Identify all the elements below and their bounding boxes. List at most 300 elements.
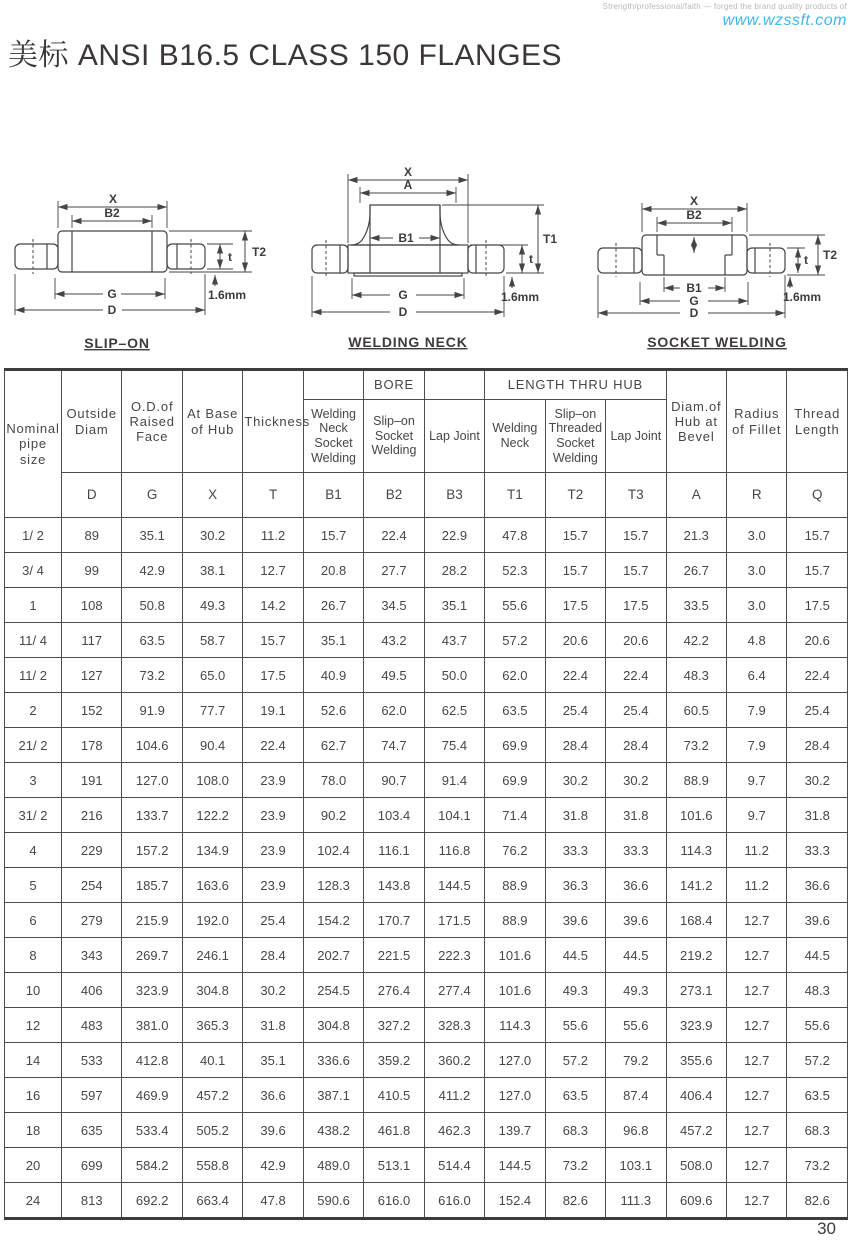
dim-label-raised-face: 1.6mm	[500, 290, 540, 304]
value-cell: 42.2	[666, 623, 726, 658]
value-cell: 327.2	[364, 1008, 424, 1043]
value-cell: 134.9	[182, 833, 242, 868]
value-cell: 9.7	[726, 798, 786, 833]
value-cell: 483	[62, 1008, 122, 1043]
value-cell: 139.7	[485, 1113, 545, 1148]
dim-label-t: t	[804, 253, 808, 267]
value-cell: 304.8	[182, 973, 242, 1008]
value-cell: 117	[62, 623, 122, 658]
value-cell: 47.8	[243, 1183, 303, 1219]
header-outside-diam: Outside Diam	[62, 370, 122, 473]
value-cell: 411.2	[424, 1078, 484, 1113]
value-cell: 47.8	[485, 518, 545, 553]
value-cell: 12.7	[726, 903, 786, 938]
value-cell: 3.0	[726, 553, 786, 588]
value-cell: 22.9	[424, 518, 484, 553]
value-cell: 114.3	[485, 1008, 545, 1043]
value-cell: 15.7	[787, 553, 848, 588]
value-cell: 33.3	[545, 833, 605, 868]
nominal-size-cell: 3/ 4	[5, 553, 62, 588]
value-cell: 20.8	[303, 553, 363, 588]
table-row	[5, 1148, 848, 1183]
value-cell: 82.6	[787, 1183, 848, 1219]
value-cell: 616.0	[364, 1183, 424, 1219]
value-cell: 171.5	[424, 903, 484, 938]
letter-t1: T1	[485, 473, 545, 518]
value-cell: 22.4	[364, 518, 424, 553]
header-bore-welding-neck: Welding Neck Socket Welding	[303, 400, 363, 473]
value-cell: 74.7	[364, 728, 424, 763]
value-cell: 62.0	[364, 693, 424, 728]
header-empty-cell	[424, 370, 484, 400]
nominal-size-cell: 1	[5, 588, 62, 623]
value-cell: 163.6	[182, 868, 242, 903]
header-bore-slip-on: Slip–on Socket Welding	[364, 400, 424, 473]
value-cell: 28.2	[424, 553, 484, 588]
table-row	[5, 518, 848, 553]
value-cell: 35.1	[243, 1043, 303, 1078]
value-cell: 39.6	[243, 1113, 303, 1148]
value-cell: 15.7	[606, 553, 666, 588]
page-title: 美标 ANSI B16.5 CLASS 150 FLANGES	[8, 39, 563, 72]
value-cell: 73.2	[122, 658, 182, 693]
value-cell: 104.6	[122, 728, 182, 763]
value-cell: 50.0	[424, 658, 484, 693]
page-number: 30	[817, 1219, 836, 1238]
value-cell: 343	[62, 938, 122, 973]
value-cell: 65.0	[182, 658, 242, 693]
value-cell: 108.0	[182, 763, 242, 798]
value-cell: 152.4	[485, 1183, 545, 1219]
nominal-size-cell: 4	[5, 833, 62, 868]
nominal-size-cell: 6	[5, 903, 62, 938]
value-cell: 12.7	[726, 1008, 786, 1043]
value-cell: 31.8	[787, 798, 848, 833]
value-cell: 90.2	[303, 798, 363, 833]
diagram-caption: SLIP–ON	[84, 335, 150, 351]
value-cell: 597	[62, 1078, 122, 1113]
dim-label-t2: T2	[822, 248, 838, 262]
header-thread-length: Thread Length	[787, 370, 848, 473]
table-row	[5, 1008, 848, 1043]
table-row	[5, 833, 848, 868]
table-row	[5, 623, 848, 658]
value-cell: 101.6	[666, 798, 726, 833]
nominal-size-cell: 5	[5, 868, 62, 903]
value-cell: 36.6	[787, 868, 848, 903]
nominal-size-cell: 21/ 2	[5, 728, 62, 763]
value-cell: 38.1	[182, 553, 242, 588]
dim-label-b1: B1	[686, 281, 702, 295]
value-cell: 438.2	[303, 1113, 363, 1148]
value-cell: 489.0	[303, 1148, 363, 1183]
value-cell: 533	[62, 1043, 122, 1078]
value-cell: 39.6	[787, 903, 848, 938]
value-cell: 514.4	[424, 1148, 484, 1183]
flange-cross-section	[598, 235, 785, 277]
value-cell: 33.5	[666, 588, 726, 623]
value-cell: 27.7	[364, 553, 424, 588]
table-row	[5, 1043, 848, 1078]
value-cell: 55.6	[545, 1008, 605, 1043]
value-cell: 144.5	[485, 1148, 545, 1183]
value-cell: 410.5	[364, 1078, 424, 1113]
value-cell: 96.8	[606, 1113, 666, 1148]
value-cell: 215.9	[122, 903, 182, 938]
value-cell: 216	[62, 798, 122, 833]
value-cell: 12.7	[726, 1183, 786, 1219]
diagram-caption: WELDING NECK	[348, 334, 468, 350]
value-cell: 3.0	[726, 588, 786, 623]
value-cell: 412.8	[122, 1043, 182, 1078]
value-cell: 25.4	[243, 903, 303, 938]
value-cell: 133.7	[122, 798, 182, 833]
dim-label-g: G	[107, 287, 117, 301]
value-cell: 14.2	[243, 588, 303, 623]
table-row	[5, 938, 848, 973]
header-thickness: Thickness	[243, 370, 303, 473]
value-cell: 15.7	[545, 518, 605, 553]
value-cell: 143.8	[364, 868, 424, 903]
value-cell: 15.7	[243, 623, 303, 658]
value-cell: 11.2	[726, 833, 786, 868]
value-cell: 48.3	[666, 658, 726, 693]
nominal-size-cell: 3	[5, 763, 62, 798]
value-cell: 55.6	[485, 588, 545, 623]
dim-label-b2: B2	[104, 206, 120, 220]
value-cell: 88.9	[666, 763, 726, 798]
value-cell: 26.7	[303, 588, 363, 623]
socket-welding-flange-diagram	[580, 170, 852, 360]
website-url: www.wzssft.com	[722, 12, 847, 29]
value-cell: 254	[62, 868, 122, 903]
value-cell: 23.9	[243, 763, 303, 798]
value-cell: 15.7	[303, 518, 363, 553]
value-cell: 365.3	[182, 1008, 242, 1043]
value-cell: 75.4	[424, 728, 484, 763]
value-cell: 168.4	[666, 903, 726, 938]
value-cell: 360.2	[424, 1043, 484, 1078]
value-cell: 12.7	[726, 1078, 786, 1113]
value-cell: 17.5	[787, 588, 848, 623]
value-cell: 533.4	[122, 1113, 182, 1148]
dim-label-t2: T2	[251, 245, 267, 259]
value-cell: 157.2	[122, 833, 182, 868]
value-cell: 116.8	[424, 833, 484, 868]
header-hub-slip-on-threaded: Slip–on Threaded Socket Welding	[545, 400, 605, 473]
value-cell: 170.7	[364, 903, 424, 938]
value-cell: 31.8	[606, 798, 666, 833]
value-cell: 12.7	[726, 938, 786, 973]
value-cell: 513.1	[364, 1148, 424, 1183]
value-cell: 33.3	[606, 833, 666, 868]
value-cell: 101.6	[485, 938, 545, 973]
value-cell: 31.8	[243, 1008, 303, 1043]
header-group-bore: BORE	[364, 370, 424, 400]
value-cell: 17.5	[243, 658, 303, 693]
value-cell: 469.9	[122, 1078, 182, 1113]
nominal-size-cell: 24	[5, 1183, 62, 1219]
value-cell: 269.7	[122, 938, 182, 973]
value-cell: 23.9	[243, 833, 303, 868]
value-cell: 73.2	[787, 1148, 848, 1183]
value-cell: 76.2	[485, 833, 545, 868]
value-cell: 7.9	[726, 693, 786, 728]
letter-b1: B1	[303, 473, 363, 518]
value-cell: 15.7	[606, 518, 666, 553]
value-cell: 63.5	[545, 1078, 605, 1113]
value-cell: 584.2	[122, 1148, 182, 1183]
value-cell: 277.4	[424, 973, 484, 1008]
letter-b3: B3	[424, 473, 484, 518]
value-cell: 40.1	[182, 1043, 242, 1078]
value-cell: 44.5	[787, 938, 848, 973]
value-cell: 304.8	[303, 1008, 363, 1043]
value-cell: 699	[62, 1148, 122, 1183]
value-cell: 114.3	[666, 833, 726, 868]
value-cell: 590.6	[303, 1183, 363, 1219]
value-cell: 68.3	[545, 1113, 605, 1148]
value-cell: 254.5	[303, 973, 363, 1008]
value-cell: 28.4	[545, 728, 605, 763]
value-cell: 23.9	[243, 868, 303, 903]
value-cell: 63.5	[485, 693, 545, 728]
value-cell: 31.8	[545, 798, 605, 833]
value-cell: 152	[62, 693, 122, 728]
dim-label-x: X	[689, 194, 699, 208]
value-cell: 127.0	[485, 1043, 545, 1078]
value-cell: 52.3	[485, 553, 545, 588]
value-cell: 19.1	[243, 693, 303, 728]
value-cell: 279	[62, 903, 122, 938]
value-cell: 381.0	[122, 1008, 182, 1043]
header-diam-hub-bevel: Diam.of Hub at Bevel	[666, 370, 726, 473]
value-cell: 58.7	[182, 623, 242, 658]
value-cell: 127.0	[485, 1078, 545, 1113]
dim-label-t: t	[529, 252, 533, 266]
value-cell: 336.6	[303, 1043, 363, 1078]
value-cell: 12.7	[243, 553, 303, 588]
value-cell: 328.3	[424, 1008, 484, 1043]
value-cell: 102.4	[303, 833, 363, 868]
value-cell: 55.6	[606, 1008, 666, 1043]
value-cell: 103.4	[364, 798, 424, 833]
value-cell: 43.7	[424, 623, 484, 658]
nominal-size-cell: 11/ 4	[5, 623, 62, 658]
value-cell: 127	[62, 658, 122, 693]
table-header	[5, 370, 848, 518]
value-cell: 39.6	[545, 903, 605, 938]
value-cell: 30.2	[182, 518, 242, 553]
value-cell: 49.3	[545, 973, 605, 1008]
value-cell: 49.3	[606, 973, 666, 1008]
table-row	[5, 588, 848, 623]
table-row	[5, 973, 848, 1008]
value-cell: 77.7	[182, 693, 242, 728]
value-cell: 90.7	[364, 763, 424, 798]
value-cell: 35.1	[424, 588, 484, 623]
dim-label-d: D	[398, 305, 408, 319]
value-cell: 25.4	[787, 693, 848, 728]
dim-label-d: D	[689, 306, 699, 320]
table-row	[5, 693, 848, 728]
value-cell: 87.4	[606, 1078, 666, 1113]
value-cell: 30.2	[243, 973, 303, 1008]
letter-d: D	[62, 473, 122, 518]
value-cell: 42.9	[122, 553, 182, 588]
flange-dimensions-table	[4, 368, 848, 1220]
value-cell: 457.2	[666, 1113, 726, 1148]
value-cell: 50.8	[122, 588, 182, 623]
value-cell: 30.2	[606, 763, 666, 798]
value-cell: 15.7	[545, 553, 605, 588]
value-cell: 73.2	[666, 728, 726, 763]
header-radius-of-fillet: Radius of Fillet	[726, 370, 786, 473]
value-cell: 128.3	[303, 868, 363, 903]
value-cell: 221.5	[364, 938, 424, 973]
letter-a: A	[666, 473, 726, 518]
dim-label-x: X	[403, 165, 413, 179]
value-cell: 57.2	[787, 1043, 848, 1078]
value-cell: 20.6	[545, 623, 605, 658]
value-cell: 91.9	[122, 693, 182, 728]
value-cell: 7.9	[726, 728, 786, 763]
value-cell: 229	[62, 833, 122, 868]
value-cell: 36.6	[606, 868, 666, 903]
table-row	[5, 763, 848, 798]
value-cell: 52.6	[303, 693, 363, 728]
value-cell: 78.0	[303, 763, 363, 798]
dim-label-t1: T1	[542, 232, 558, 246]
letter-r: R	[726, 473, 786, 518]
value-cell: 12.7	[726, 973, 786, 1008]
value-cell: 9.7	[726, 763, 786, 798]
value-cell: 33.3	[787, 833, 848, 868]
value-cell: 12.7	[726, 1148, 786, 1183]
value-cell: 69.9	[485, 728, 545, 763]
value-cell: 62.5	[424, 693, 484, 728]
header-hub-lap-joint: Lap Joint	[606, 400, 666, 473]
value-cell: 185.7	[122, 868, 182, 903]
value-cell: 30.2	[545, 763, 605, 798]
value-cell: 127.0	[122, 763, 182, 798]
nominal-size-cell: 20	[5, 1148, 62, 1183]
dim-label-raised-face: 1.6mm	[207, 288, 247, 302]
nominal-size-cell: 12	[5, 1008, 62, 1043]
nominal-size-cell: 10	[5, 973, 62, 1008]
value-cell: 191	[62, 763, 122, 798]
nominal-size-cell: 8	[5, 938, 62, 973]
value-cell: 49.5	[364, 658, 424, 693]
table-row	[5, 1078, 848, 1113]
value-cell: 22.4	[243, 728, 303, 763]
value-cell: 116.1	[364, 833, 424, 868]
value-cell: 122.2	[182, 798, 242, 833]
dim-label-g: G	[689, 294, 699, 308]
value-cell: 15.7	[787, 518, 848, 553]
value-cell: 461.8	[364, 1113, 424, 1148]
dim-label-b2: B2	[686, 208, 702, 222]
value-cell: 30.2	[787, 763, 848, 798]
value-cell: 62.0	[485, 658, 545, 693]
value-cell: 73.2	[545, 1148, 605, 1183]
letter-q: Q	[787, 473, 848, 518]
value-cell: 101.6	[485, 973, 545, 1008]
dim-label-g: G	[398, 288, 408, 302]
value-cell: 99	[62, 553, 122, 588]
value-cell: 635	[62, 1113, 122, 1148]
letter-g: G	[122, 473, 182, 518]
value-cell: 108	[62, 588, 122, 623]
value-cell: 178	[62, 728, 122, 763]
value-cell: 55.6	[787, 1008, 848, 1043]
value-cell: 462.3	[424, 1113, 484, 1148]
value-cell: 28.4	[787, 728, 848, 763]
dim-label-x: X	[108, 192, 118, 206]
value-cell: 28.4	[606, 728, 666, 763]
value-cell: 103.1	[606, 1148, 666, 1183]
dim-label-a: A	[403, 178, 413, 192]
letter-b2: B2	[364, 473, 424, 518]
value-cell: 23.9	[243, 798, 303, 833]
nominal-size-cell: 18	[5, 1113, 62, 1148]
value-cell: 39.6	[606, 903, 666, 938]
table-row	[5, 798, 848, 833]
value-cell: 22.4	[545, 658, 605, 693]
nominal-size-cell: 1/ 2	[5, 518, 62, 553]
value-cell: 22.4	[787, 658, 848, 693]
table-body	[5, 518, 848, 1219]
value-cell: 25.4	[545, 693, 605, 728]
nominal-size-cell: 14	[5, 1043, 62, 1078]
letter-t3: T3	[606, 473, 666, 518]
value-cell: 35.1	[303, 623, 363, 658]
table-row	[5, 728, 848, 763]
table-row	[5, 868, 848, 903]
flange-cross-section	[15, 231, 205, 274]
value-cell: 22.4	[606, 658, 666, 693]
value-cell: 355.6	[666, 1043, 726, 1078]
value-cell: 192.0	[182, 903, 242, 938]
value-cell: 79.2	[606, 1043, 666, 1078]
letter-t2: T2	[545, 473, 605, 518]
table-row	[5, 658, 848, 693]
header-at-base-of-hub: At Base of Hub	[182, 370, 242, 473]
value-cell: 40.9	[303, 658, 363, 693]
value-cell: 273.1	[666, 973, 726, 1008]
value-cell: 406.4	[666, 1078, 726, 1113]
value-cell: 17.5	[606, 588, 666, 623]
nominal-size-cell: 11/ 2	[5, 658, 62, 693]
value-cell: 82.6	[545, 1183, 605, 1219]
table-row	[5, 1183, 848, 1219]
slip-on-flange-diagram	[5, 168, 290, 360]
value-cell: 359.2	[364, 1043, 424, 1078]
nominal-size-cell: 2	[5, 693, 62, 728]
value-cell: 387.1	[303, 1078, 363, 1113]
value-cell: 508.0	[666, 1148, 726, 1183]
table-row	[5, 903, 848, 938]
nominal-size-cell: 16	[5, 1078, 62, 1113]
value-cell: 3.0	[726, 518, 786, 553]
value-cell: 88.9	[485, 903, 545, 938]
dim-label-d: D	[107, 303, 117, 317]
value-cell: 62.7	[303, 728, 363, 763]
dim-label-raised-face: 1.6mm	[782, 290, 822, 304]
value-cell: 141.2	[666, 868, 726, 903]
value-cell: 4.8	[726, 623, 786, 658]
letter-t: T	[243, 473, 303, 518]
